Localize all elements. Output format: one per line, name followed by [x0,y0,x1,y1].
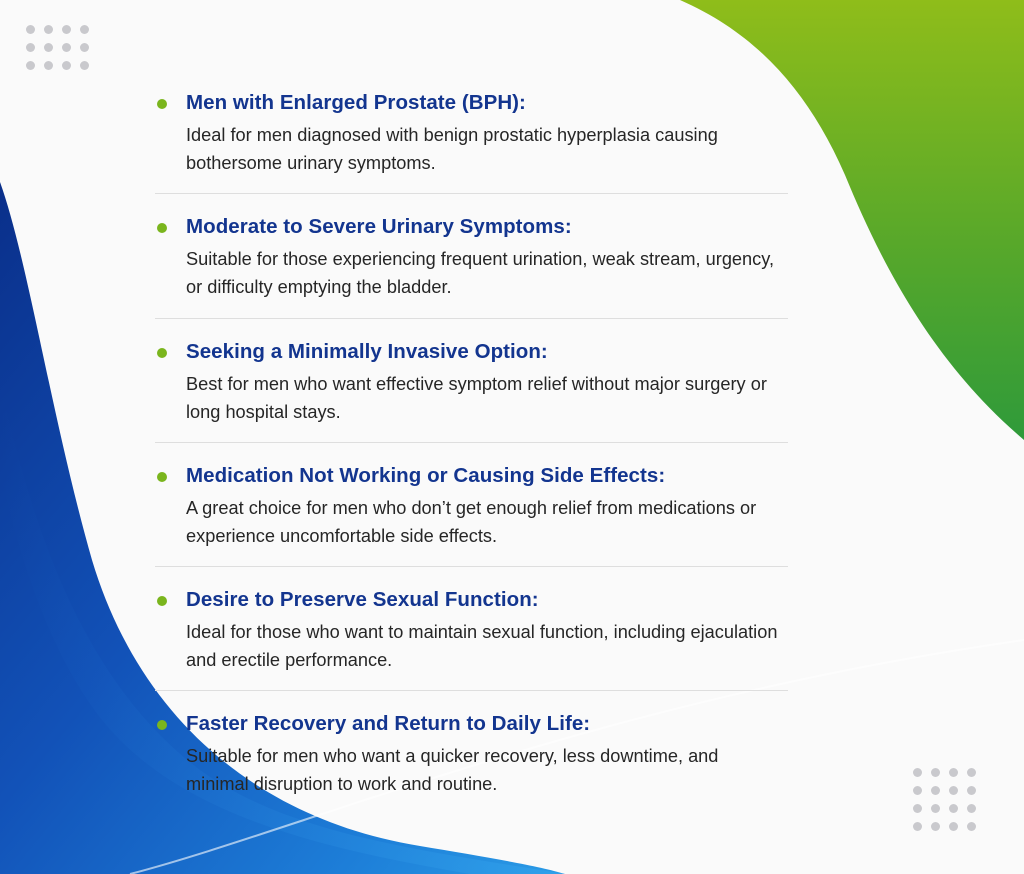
item-title: Medication Not Working or Causing Side Effects: [186,463,666,487]
decorative-dots-top [26,25,89,70]
bullet-dot-icon [157,596,167,606]
bullet-dot-icon [157,472,167,482]
item-title: Faster Recovery and Return to Daily Life: [186,712,591,736]
item-title: Men with Enlarged Prostate (BPH): [186,91,526,114]
item-title: Desire to Preserve Sexual Function: [186,588,539,612]
item-title: Moderate to Severe Urinary Symptoms: [186,215,572,239]
item-description: Suitable for those experiencing frequent urination, weak stream, urgency, or difficulty emptying the bladder. [186,249,775,298]
list-item [155,319,788,443]
bullet-dot-icon [157,99,167,109]
item-description: A great choice for men who don’t get enough relief from medications or experience uncomfortable side effects. [186,497,757,546]
bullet-dot-icon [157,223,167,233]
list-item [155,70,788,194]
item-description: Suitable for men who want a quicker recovery, less downtime, and minimal disruption to work and routine. [186,746,719,795]
list-item [155,194,788,318]
bullet-dot-icon [157,348,167,358]
list-item [155,691,788,815]
bullet-dot-icon [157,720,167,730]
list-item [155,443,788,567]
list-item [155,567,788,691]
item-description: Ideal for those who want to maintain sexual function, including ejaculation and erectile performance. [186,622,778,671]
item-description: Best for men who want effective symptom relief without major surgery or long hospital stays. [186,373,767,422]
item-title: Seeking a Minimally Invasive Option: [186,339,548,363]
decorative-dots-bottom [913,768,976,831]
item-description: Ideal for men diagnosed with benign prostatic hyperplasia causing bothersome urinary symptoms. [186,125,718,173]
candidate-list [155,70,788,816]
